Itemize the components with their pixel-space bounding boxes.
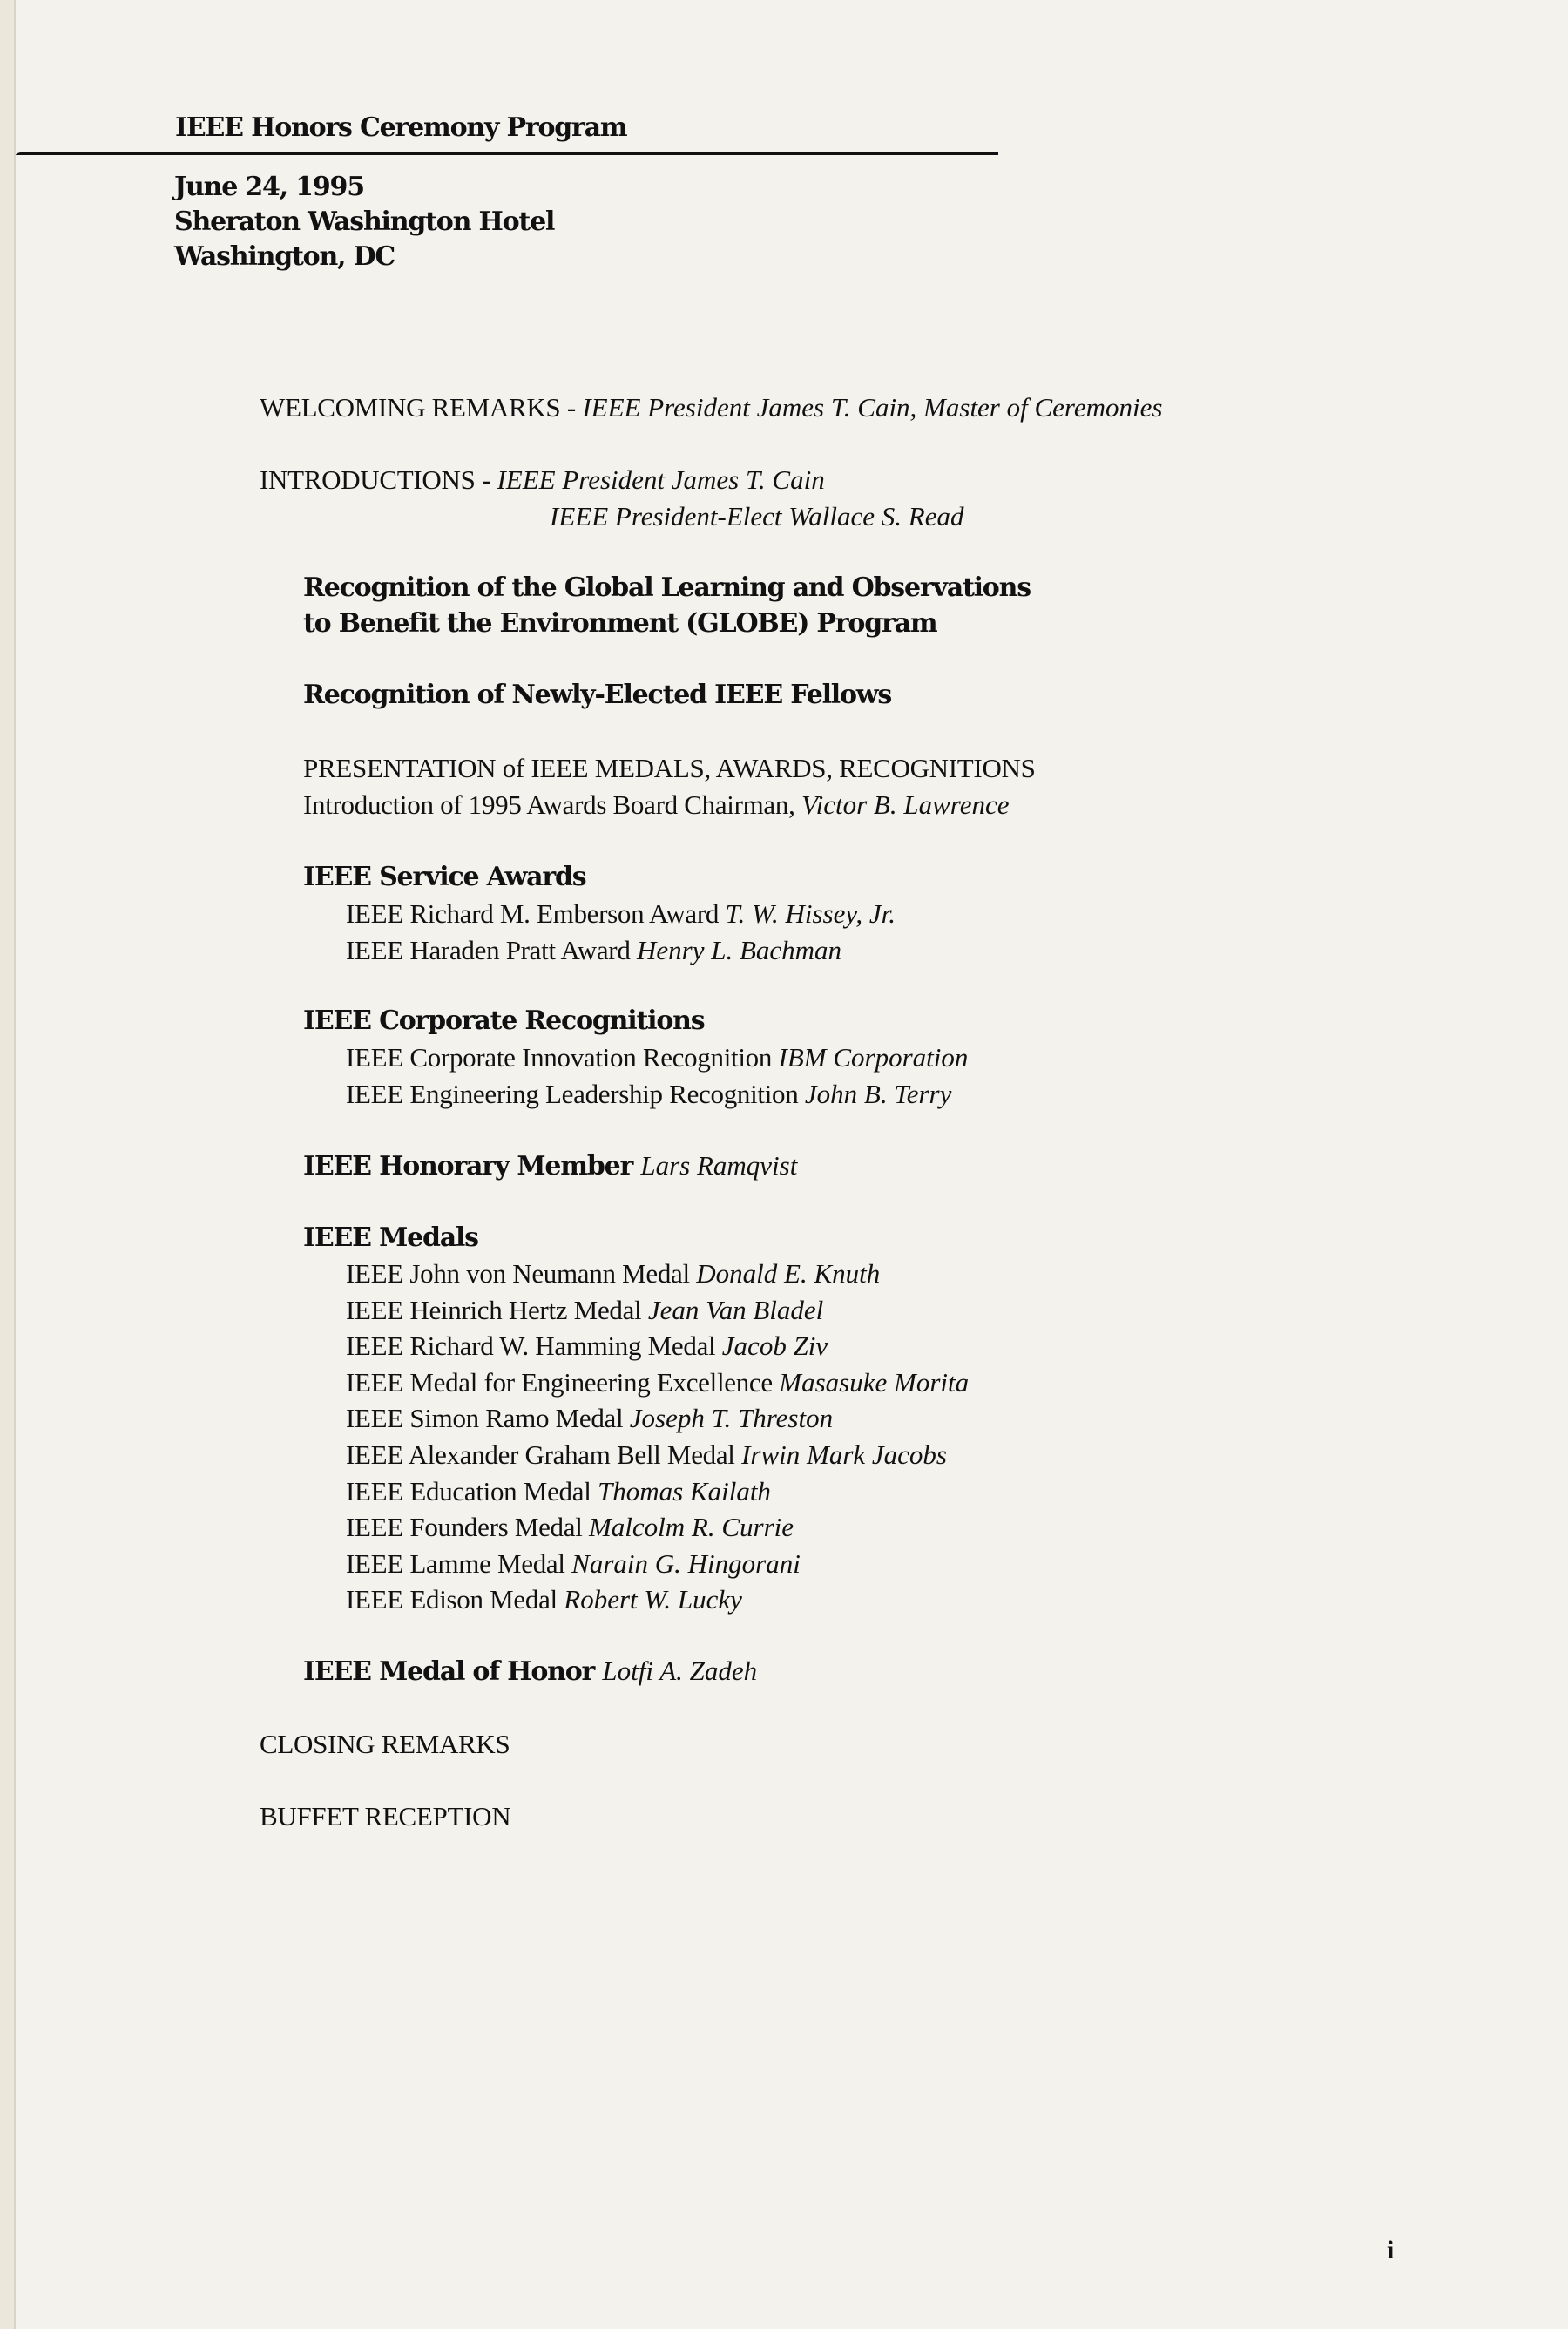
fellows-heading: Recognition of Newly-Elected IEEE Fellows — [303, 680, 892, 710]
award-name: IEEE Haraden Pratt Award — [346, 935, 637, 965]
event-venue: Sheraton Washington Hotel — [174, 206, 555, 237]
award-name: IEEE Edison Medal — [346, 1584, 564, 1615]
award-name: IEEE Education Medal — [346, 1475, 598, 1506]
list-item — [346, 1441, 947, 1468]
corporate-recognitions-heading: IEEE Corporate Recognitions — [303, 1005, 705, 1036]
welcoming-remarks — [260, 394, 1162, 421]
closing-remarks: CLOSING REMARKS — [260, 1729, 510, 1759]
award-name: IEEE Medal for Engineering Excellence — [346, 1366, 780, 1398]
medal-of-honor-recipient: Lotfi A. Zadeh — [602, 1655, 758, 1686]
presentation-line: PRESENTATION of IEEE MEDALS, AWARDS, RECOGNITIONS — [303, 753, 1036, 783]
award-name: IEEE Founders Medal — [346, 1512, 589, 1543]
page-binding-edge — [0, 0, 16, 2329]
introductions-label: INTRODUCTIONS - — [260, 464, 497, 495]
award-name: IEEE Simon Ramo Medal — [346, 1403, 630, 1434]
honorary-member — [303, 1152, 797, 1180]
honorary-recipient: Lars Ramqvist — [640, 1150, 798, 1181]
globe-heading-line-2: to Benefit the Environment (GLOBE) Program — [303, 608, 937, 639]
recipient-name: Thomas Kailath — [597, 1475, 771, 1506]
list-item — [346, 1294, 824, 1325]
list-item — [346, 1547, 801, 1579]
medal-of-honor — [303, 1657, 757, 1685]
recipient-name: IBM Corporation — [778, 1042, 969, 1073]
recipient-name: Narain G. Hingorani — [571, 1547, 801, 1579]
award-name: IEEE Engineering Leadership Recognition — [346, 1079, 805, 1109]
list-item — [346, 1586, 742, 1613]
chairman-introduction — [303, 791, 1009, 818]
medal-of-honor-heading: IEEE Medal of Honor — [303, 1656, 603, 1687]
welcoming-speaker: IEEE President James T. Cain, Master of Ceremonies — [582, 392, 1163, 423]
recipient-name: Joseph T. Threston — [629, 1403, 834, 1434]
recipient-name: T. W. Hissey, Jr. — [725, 898, 896, 929]
list-item — [346, 937, 841, 964]
award-name: IEEE John von Neumann Medal — [346, 1258, 697, 1289]
list-item — [346, 900, 896, 927]
chairman-intro-text: Introduction of 1995 Awards Board Chairman, — [303, 789, 801, 820]
buffet-reception: BUFFET RECEPTION — [260, 1801, 511, 1831]
recipient-name: Jacob Ziv — [721, 1330, 828, 1362]
recipient-name: Masasuke Morita — [779, 1366, 970, 1398]
award-name: IEEE Lamme Medal — [346, 1547, 572, 1579]
program-title: IEEE Honors Ceremony Program — [175, 112, 627, 143]
recipient-name: John B. Terry — [804, 1079, 952, 1109]
list-item — [346, 1080, 951, 1107]
list-item — [346, 1366, 970, 1398]
chairman-name: Victor B. Lawrence — [801, 789, 1010, 820]
service-awards-heading: IEEE Service Awards — [303, 862, 586, 892]
introductions — [260, 466, 825, 493]
medals-heading: IEEE Medals — [303, 1222, 478, 1253]
event-city: Washington, DC — [174, 241, 395, 272]
globe-heading-line-1: Recognition of the Global Learning and Observations — [303, 572, 1031, 603]
welcoming-label: WELCOMING REMARKS - — [260, 392, 583, 423]
list-item — [346, 1512, 794, 1543]
title-rule — [16, 152, 998, 155]
award-name: IEEE Alexander Graham Bell Medal — [346, 1439, 742, 1470]
list-item — [346, 1475, 771, 1506]
recipient-name: Malcolm R. Currie — [588, 1512, 794, 1543]
recipient-name: Irwin Mark Jacobs — [741, 1439, 947, 1470]
award-name: IEEE Heinrich Hertz Medal — [346, 1294, 648, 1325]
event-date: June 24, 1995 — [174, 172, 364, 202]
list-item — [346, 1260, 880, 1287]
list-item — [346, 1330, 828, 1362]
recipient-name: Donald E. Knuth — [696, 1258, 881, 1289]
honorary-heading: IEEE Honorary Member — [303, 1151, 641, 1181]
introductions-speaker-2-text: IEEE President-Elect Wallace S. Read — [550, 501, 964, 531]
introductions-speaker-1: IEEE President James T. Cain — [497, 464, 825, 495]
award-name: IEEE Richard W. Hamming Medal — [346, 1330, 722, 1362]
award-name: IEEE Richard M. Emberson Award — [346, 898, 726, 929]
list-item — [346, 1405, 833, 1432]
award-name: IEEE Corporate Innovation Recognition — [346, 1042, 779, 1073]
list-item — [346, 1044, 968, 1071]
introductions-speaker-2 — [550, 503, 963, 530]
recipient-name: Henry L. Bachman — [636, 935, 842, 965]
recipient-name: Robert W. Lucky — [564, 1584, 742, 1615]
recipient-name: Jean Van Bladel — [647, 1294, 824, 1325]
page-number: i — [1387, 2236, 1395, 2265]
